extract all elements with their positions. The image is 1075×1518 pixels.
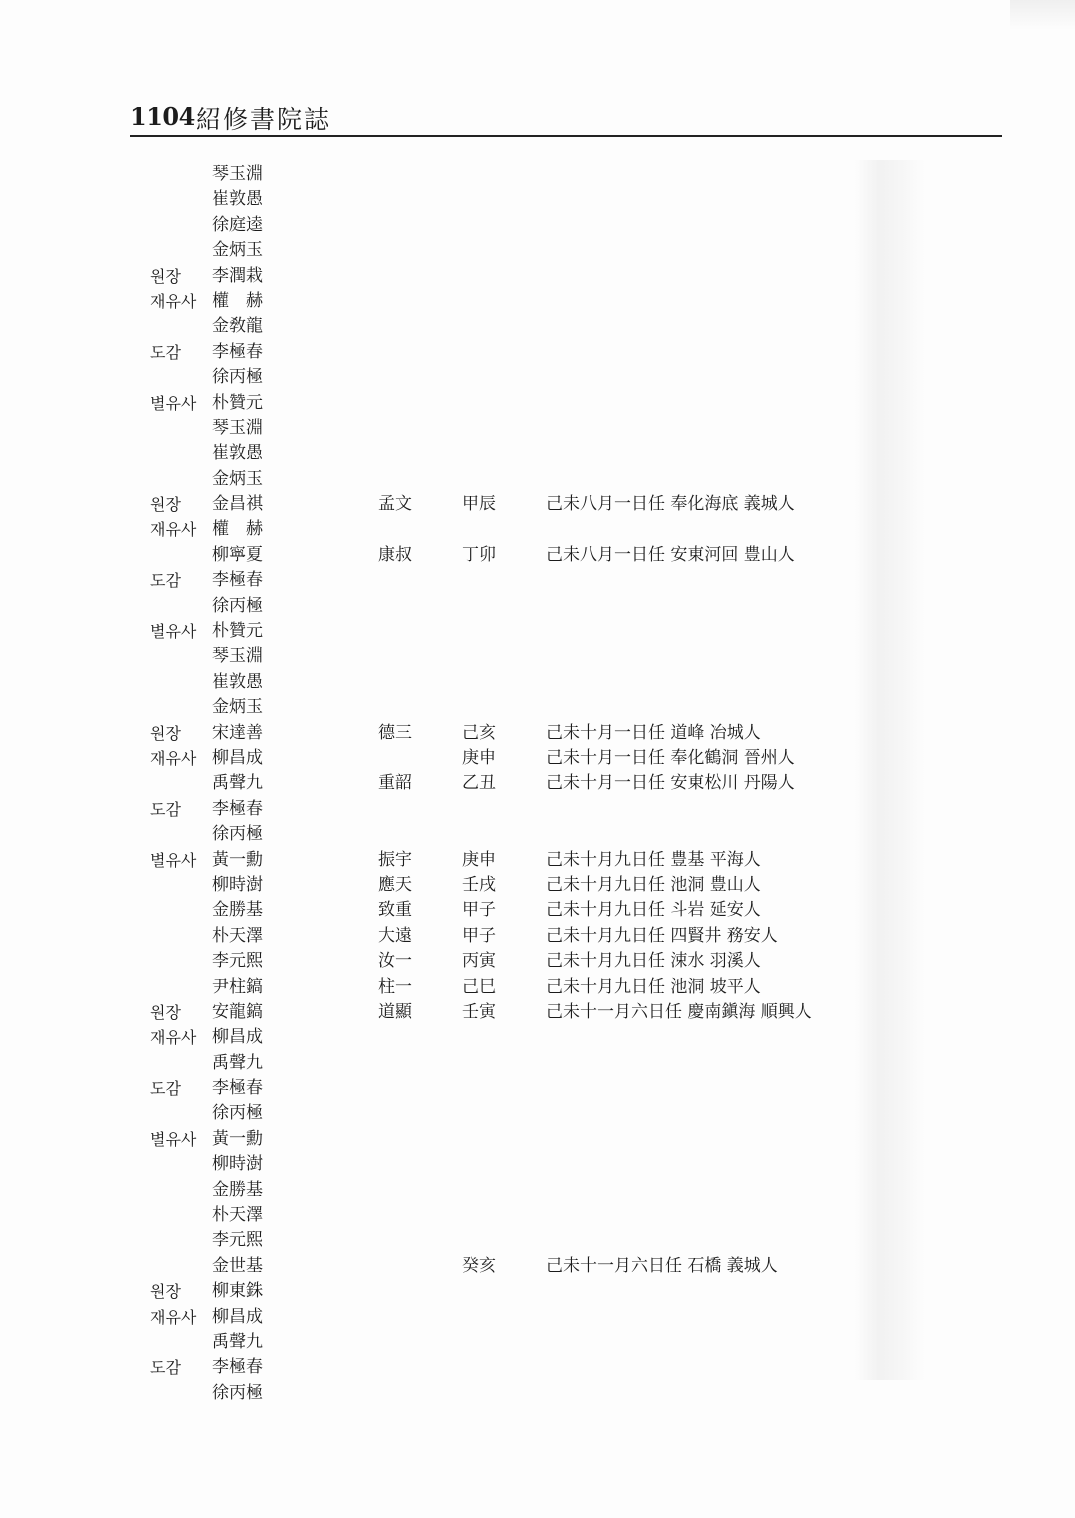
appointment-note: 己未十月九日任 池洞 坡平人: [546, 976, 761, 997]
birth-year: 壬戌: [462, 874, 496, 895]
person-name: 徐丙極: [212, 824, 263, 845]
person-name: 安龍鎬: [212, 1001, 263, 1022]
person-name: 金敎龍: [212, 316, 263, 337]
roster-row: [0, 746, 1075, 771]
person-name: 金勝基: [212, 1179, 263, 1200]
appointment-note: 己未十月九日任 斗岩 延安人: [546, 900, 761, 921]
person-name: 禹聲九: [212, 1331, 263, 1352]
role-label: 원장: [150, 266, 181, 286]
roster-row: [0, 492, 1075, 517]
person-name: 黃一勳: [212, 1128, 263, 1149]
roster-row: [0, 670, 1075, 695]
role-label: 원장: [150, 723, 181, 743]
role-label: 재유사: [150, 748, 197, 768]
person-name: 徐丙極: [212, 1382, 263, 1403]
role-label: 도감: [150, 1079, 181, 1099]
birth-year: 乙丑: [462, 773, 496, 794]
page-number: 1104: [130, 102, 195, 131]
appointment-note: 己未十月九日任 四賢井 務安人: [546, 925, 778, 946]
roster-row: [0, 975, 1075, 1000]
role-label: 재유사: [150, 1028, 197, 1048]
person-name: 李極春: [212, 1078, 263, 1099]
appointment-note: 己未十月九日任 涑水 羽溪人: [546, 951, 761, 972]
courtesy-name: 應天: [378, 874, 412, 895]
person-name: 崔敦愚: [212, 443, 263, 464]
scan-shadow: [1010, 0, 1075, 30]
roster-row: [0, 568, 1075, 593]
person-name: 李極春: [212, 1357, 263, 1378]
role-label: 재유사: [150, 291, 197, 311]
person-name: 宋達善: [212, 722, 263, 743]
appointment-note: 己未八月一日任 奉化海底 義城人: [546, 494, 795, 515]
person-name: 金昌祺: [212, 494, 263, 515]
roster-row: [0, 289, 1075, 314]
roster-row: [0, 898, 1075, 923]
person-name: 徐庭逵: [212, 214, 263, 235]
roster-row: [0, 1330, 1075, 1355]
roster-row: [0, 848, 1075, 873]
appointment-note: 己未十一月六日任 慶南鎭海 順興人: [546, 1001, 812, 1022]
roster-row: [0, 391, 1075, 416]
role-label: 별유사: [150, 850, 197, 870]
roster-row: [0, 213, 1075, 238]
courtesy-name: 德三: [378, 722, 412, 743]
birth-year: 丁卯: [462, 544, 496, 565]
roster-row: [0, 1101, 1075, 1126]
person-name: 李元熙: [212, 1230, 263, 1251]
person-name: 朴贊元: [212, 621, 263, 642]
person-name: 徐丙極: [212, 595, 263, 616]
person-name: 李極春: [212, 341, 263, 362]
courtesy-name: 大遠: [378, 925, 412, 946]
roster-row: [0, 1305, 1075, 1330]
person-name: 琴玉淵: [212, 646, 263, 667]
roster-row: [0, 1127, 1075, 1152]
birth-year: 甲辰: [462, 494, 496, 515]
courtesy-name: 汝一: [378, 951, 412, 972]
person-name: 徐丙極: [212, 1103, 263, 1124]
roster-row: [0, 517, 1075, 542]
roster-row: [0, 949, 1075, 974]
roster-row: [0, 721, 1075, 746]
person-name: 朴贊元: [212, 392, 263, 413]
roster-row: [0, 1254, 1075, 1279]
roster-row: [0, 187, 1075, 212]
birth-year: 癸亥: [462, 1255, 496, 1276]
appointment-note: 己未十月一日任 道峰 冶城人: [546, 722, 761, 743]
roster-row: [0, 1076, 1075, 1101]
person-name: 權 赫: [212, 290, 263, 311]
birth-year: 庚申: [462, 747, 496, 768]
roster-row: [0, 416, 1075, 441]
person-name: 黃一勳: [212, 849, 263, 870]
birth-year: 壬寅: [462, 1001, 496, 1022]
page-header: [130, 100, 1002, 136]
roster-row: [0, 771, 1075, 796]
roster-row: [0, 873, 1075, 898]
appointment-note: 己未十月九日任 池洞 豊山人: [546, 874, 761, 895]
person-name: 柳東銖: [212, 1281, 263, 1302]
birth-year: 己巳: [462, 976, 496, 997]
courtesy-name: 致重: [378, 900, 412, 921]
roster-row: [0, 441, 1075, 466]
person-name: 禹聲九: [212, 1052, 263, 1073]
person-name: 琴玉淵: [212, 164, 263, 184]
role-label: 별유사: [150, 1129, 197, 1149]
person-name: 柳時澍: [212, 1154, 263, 1175]
person-name: 柳昌成: [212, 747, 263, 768]
person-name: 李元熙: [212, 951, 263, 972]
appointment-note: 己未十月一日任 安東松川 丹陽人: [546, 773, 795, 794]
roster-list: [0, 162, 1075, 1406]
person-name: 金炳玉: [212, 240, 263, 261]
roster-row: [0, 1178, 1075, 1203]
roster-row: [0, 264, 1075, 289]
role-label: 도감: [150, 571, 181, 591]
roster-row: [0, 695, 1075, 720]
role-label: 원장: [150, 495, 181, 515]
book-title: 紹修書院誌: [196, 105, 332, 134]
header-rule: [130, 135, 1002, 137]
person-name: 金炳玉: [212, 697, 263, 718]
roster-row: [0, 543, 1075, 568]
roster-row: [0, 1000, 1075, 1025]
person-name: 金炳玉: [212, 468, 263, 489]
role-label: 원장: [150, 1002, 181, 1022]
courtesy-name: 道顯: [378, 1001, 412, 1022]
role-label: 재유사: [150, 1307, 197, 1327]
courtesy-name: 孟文: [378, 494, 412, 515]
roster-row: [0, 238, 1075, 263]
birth-year: 甲子: [462, 925, 496, 946]
roster-row: [0, 467, 1075, 492]
courtesy-name: 康叔: [378, 544, 412, 565]
person-name: 李極春: [212, 570, 263, 591]
role-label: 도감: [150, 1358, 181, 1378]
birth-year: 丙寅: [462, 951, 496, 972]
person-name: 金世基: [212, 1255, 263, 1276]
person-name: 李潤栽: [212, 265, 263, 286]
courtesy-name: 振宇: [378, 849, 412, 870]
person-name: 朴天澤: [212, 1205, 263, 1226]
courtesy-name: 重韶: [378, 773, 412, 794]
roster-row: [0, 1203, 1075, 1228]
person-name: 琴玉淵: [212, 417, 263, 438]
person-name: 柳寧夏: [212, 544, 263, 565]
person-name: 尹柱鎬: [212, 976, 263, 997]
roster-row: [0, 314, 1075, 339]
roster-row: [0, 924, 1075, 949]
role-label: 도감: [150, 799, 181, 819]
roster-row: [0, 1228, 1075, 1253]
courtesy-name: 柱一: [378, 976, 412, 997]
roster-row: [0, 1152, 1075, 1177]
roster-row: [0, 340, 1075, 365]
appointment-note: 己未十一月六日任 石橋 義城人: [546, 1255, 778, 1276]
birth-year: 己亥: [462, 722, 496, 743]
person-name: 崔敦愚: [212, 671, 263, 692]
birth-year: 庚申: [462, 849, 496, 870]
person-name: 禹聲九: [212, 773, 263, 794]
roster-row: [0, 822, 1075, 847]
person-name: 崔敦愚: [212, 189, 263, 210]
roster-row: [0, 1279, 1075, 1304]
role-label: 재유사: [150, 520, 197, 540]
roster-row: [0, 594, 1075, 619]
person-name: 柳昌成: [212, 1027, 263, 1048]
person-name: 朴天澤: [212, 925, 263, 946]
appointment-note: 己未十月一日任 奉化鶴洞 晉州人: [546, 747, 795, 768]
birth-year: 甲子: [462, 900, 496, 921]
roster-row: [0, 162, 1075, 187]
roster-row: [0, 644, 1075, 669]
appointment-note: 己未十月九日任 豊基 平海人: [546, 849, 761, 870]
roster-row: [0, 619, 1075, 644]
person-name: 權 赫: [212, 519, 263, 540]
roster-row: [0, 1355, 1075, 1380]
roster-row: [0, 1051, 1075, 1076]
roster-row: [0, 797, 1075, 822]
roster-row: [0, 365, 1075, 390]
appointment-note: 己未八月一日任 安東河回 豊山人: [546, 544, 795, 565]
roster-row: [0, 1381, 1075, 1406]
role-label: 별유사: [150, 393, 197, 413]
person-name: 徐丙極: [212, 367, 263, 388]
roster-row: [0, 1025, 1075, 1050]
role-label: 원장: [150, 1282, 181, 1302]
role-label: 도감: [150, 342, 181, 362]
role-label: 별유사: [150, 622, 197, 642]
person-name: 李極春: [212, 798, 263, 819]
person-name: 金勝基: [212, 900, 263, 921]
person-name: 柳昌成: [212, 1306, 263, 1327]
person-name: 柳時澍: [212, 874, 263, 895]
